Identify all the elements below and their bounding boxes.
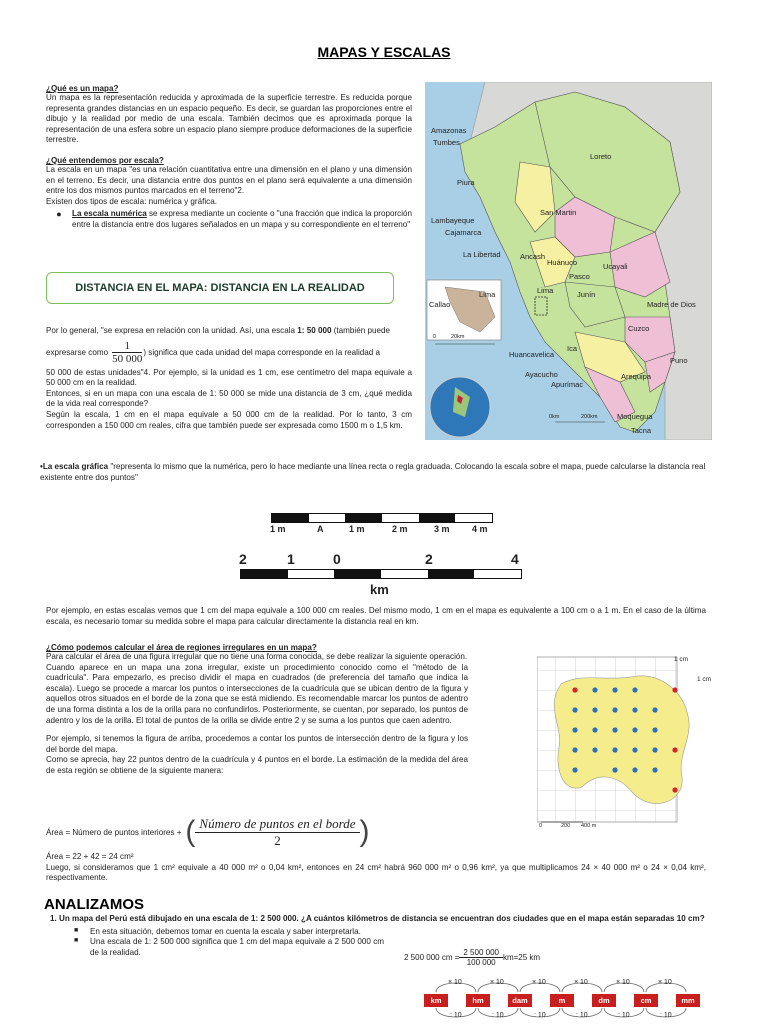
bullet-square: ■	[74, 937, 79, 945]
scale-segment	[382, 514, 419, 522]
div10-label: : 10	[618, 1012, 630, 1019]
formula-box-text: DISTANCIA EN EL MAPA: DISTANCIA EN LA REALIDAD	[75, 282, 365, 294]
grid-label-top: 1 cm	[674, 656, 689, 663]
unit-cm: cm	[634, 994, 658, 1007]
scale-segment	[455, 514, 492, 522]
map-inset-label-lima: Lima	[479, 290, 496, 299]
grid-scale-400: 400 m	[581, 823, 597, 829]
unit-dm: dm	[592, 994, 616, 1007]
conversion-equation	[404, 948, 540, 967]
grid-scale-0: 0	[539, 823, 543, 829]
exercise-1-question: 1. Un mapa del Perú está dibujado en una escala de 1: 2 500 000. ¿A cuántos kilómetros de distancia se encuentran dos ciudades que en el mapa están separadas 10 cm?	[50, 914, 705, 923]
area-result: Área = 22 + 42 = 24 cm²	[46, 852, 134, 861]
area-p2: Cuando aparece en un mapa una zona irregular, existe un procedimiento conocido como el "método de la cuadrícula". Para empezarlo, es preciso dividir el mapa en cuadrados (de preferencia del tamaño que indica la escala). Luego se procede a marcar los puntos o intersecciones de la cuadrícula que se ubican dentro de la figura y aquellos otros situados en el borde de la zona que se está midiendo. Es recomendable marcar los puntos de adentro de una forma distinta a los de la orilla para no confundirlos. Posteriormente, se cuentan, por separado, los puntos de adentro y los de la orilla. El total de puntos de la orilla se divide entre 2 y se suma a los puntos que caen adentro.	[46, 662, 468, 725]
numeric-question: Entonces, si en un mapa con una escala de 1: 50 000 se mide una distancia de 3 cm, ¿qué medida de la vida real corresponde?	[46, 388, 412, 409]
map-label-amazonas: Amazonas	[431, 126, 467, 135]
scale-segment	[381, 570, 428, 578]
area-p4: Como se aprecia, hay 22 puntos dentro de la cuadrícula y 4 puntos en el borde. La estimación de la medida del área de esta región se obtiene de la siguiente manera:	[46, 755, 468, 775]
unit-mm: mm	[676, 994, 700, 1007]
eq-right: km=25 km	[502, 953, 541, 962]
map-label-san-martin: San Martin	[540, 208, 577, 217]
area-formula-left: Área = Número de puntos interiores +	[46, 827, 182, 837]
scale-segment	[334, 570, 381, 578]
scale2-unit: km	[370, 582, 389, 597]
scale-segment	[419, 514, 456, 522]
scale-segment	[241, 570, 288, 578]
scale2-label: 0	[333, 551, 341, 567]
exercise-1	[50, 914, 740, 958]
map-label-apurimac: Apurímac	[551, 380, 584, 389]
graphic-scale-paragraph	[40, 462, 730, 483]
peru-map	[425, 82, 712, 440]
scale-bar-meters	[271, 513, 493, 523]
scale2-label: 2	[239, 551, 247, 567]
scale1-label: 1 m	[270, 524, 286, 534]
exercise-bullet	[74, 937, 384, 958]
question-area: ¿Cómo podemos calcular el área de regiones irregulares en un mapa?	[46, 643, 317, 652]
area-p1: Para calcular el área de una figura irregular que no tiene una forma conocida, se debe realizar la siguiente operación.	[46, 652, 468, 661]
area-p3: Por ejemplo, si tenemos la figura de arriba, procedemos a contar los puntos de intersección dentro de la figura y los del borde del mapa.	[46, 734, 468, 754]
unit-dam: dam	[508, 994, 532, 1007]
fraction-numerator: 1	[112, 340, 142, 353]
numeric-answer: Según la escala, 1 cm en el mapa equivale a 50 000 cm de la realidad. Por lo tanto, 3 cm corresponden a 150 000 cm reales, cifra que también puede ser expresada como 1500 m o 1,5 km.	[46, 409, 412, 430]
paren-left: (	[185, 815, 196, 848]
map-label-ayacucho: Ayacucho	[525, 370, 558, 379]
area-formula-numerator: Número de puntos en el borde	[195, 816, 359, 833]
exercise-b2: Una escala de 1: 2 500 000 significa que 1 cm del mapa equivale a 2 500 000 cm de la realidad.	[90, 937, 384, 957]
map-label-ica: Ica	[567, 344, 578, 353]
scale-segment	[428, 570, 475, 578]
scale1-label: 3 m	[434, 524, 450, 534]
unit-m: m	[550, 994, 574, 1007]
scale1-label: 1 m	[349, 524, 365, 534]
eq-numerator: 2 500 000	[459, 948, 503, 958]
map-definition-text: Un mapa es la representación reducida y aproximada de la superficie terrestre. Es reducida porque representa grandes distancias en un espacio pequeño. Es decir, se guardan las proporciones entre el dibujo y la realidad por medio de una escala. También decimos que es aproximada porque la representación de una esfera sobre un espacio plano siempre produce deformaciones de la superficie terrestre.	[46, 93, 412, 145]
map-label-arequipa: Arequipa	[621, 372, 652, 381]
unit-conversion-chain	[422, 976, 718, 1024]
eq-denominator: 100 000	[466, 958, 496, 967]
numeric-line1: Por lo general, "se expresa en relación con la unidad. Así, una escala	[46, 326, 298, 335]
numeric-line1-end: (también puede	[331, 326, 390, 335]
exercise-b1: En esta situación, debemos tomar en cuenta la escala y saber interpretarla.	[90, 926, 361, 936]
scale-segment	[272, 514, 309, 522]
map-label-ancash: Ancash	[520, 252, 546, 261]
inset-scale-0: 0	[433, 334, 437, 340]
div10-label: : 10	[576, 1012, 588, 1019]
times10-label: × 10	[574, 979, 588, 986]
numeric-scale-example: 1: 50 000	[297, 326, 332, 335]
div10-label: : 10	[534, 1012, 546, 1019]
question-map: ¿Qué es un mapa?	[46, 84, 119, 93]
map-scale-0km: 0km	[549, 414, 560, 420]
scale-fraction	[112, 340, 142, 365]
graphic-scale-definition: "representa lo mismo que la numérica, pero lo hace mediante una línea recta o regla graduada. Colocando la escala sobre el mapa, puede calcularse la distancia real existente entre dos puntos"	[40, 462, 706, 482]
scale-segment	[345, 514, 382, 522]
bullet-square: ■	[74, 926, 79, 934]
scale-segment	[474, 570, 521, 578]
map-label-tumbes: Tumbes	[433, 138, 460, 147]
div10-label: : 10	[660, 1012, 672, 1019]
map-label-junin: Junín	[577, 290, 596, 299]
fraction-line	[46, 340, 412, 365]
map-label-loreto: Loreto	[590, 152, 612, 161]
fraction-denominator: 50 000	[112, 352, 143, 365]
map-label-lambayeque: Lambayeque	[431, 216, 475, 225]
map-label-callao: Callao	[429, 300, 451, 309]
exercise-bullet	[74, 927, 740, 938]
scale-bar-km	[240, 569, 522, 579]
numeric-scale-definition: se expresa mediante un cociente o "una fracción que indica la proporción entre la distancia entre dos lugares señalados en un mapa y su correspondiente en el terreno"	[72, 209, 413, 229]
map-label-lima: Lima	[537, 286, 554, 295]
div10-label: : 10	[450, 1012, 462, 1019]
map-scale-200km: 200km	[581, 414, 598, 420]
numeric-scale-term: La escala numérica	[72, 209, 147, 219]
scale1-label: A	[317, 524, 324, 534]
map-label-la-libertad: La Libertad	[463, 250, 501, 259]
eq-left: 2 500 000 cm =	[404, 953, 460, 962]
question-scale: ¿Qué entendemos por escala?	[46, 155, 164, 165]
map-label-puno: Puno	[670, 356, 688, 365]
map-definition-section	[46, 84, 412, 231]
area-conversion: Luego, si consideramos que 1 cm² equivale a 40 000 m² o 0,04 km², entonces en 24 cm² habrá 960 000 m² o 0,96 km², ya que multiplicamos 24 × 40 000 m² o 24 × 0,04 km², respectivamente.	[46, 862, 706, 883]
map-label-cajamarca: Cajamarca	[445, 228, 482, 237]
scale-definition-text: La escala en un mapa "es una relación cuantitativa entre una dimensión en el plano y una dimensión en el terreno. Es decir, una distancia entre dos puntos en el plano será equivalente a una dimensión entre los dos mismos puntos marcados en el terreno"2.	[46, 164, 412, 196]
numeric-scale-paragraph	[46, 326, 412, 431]
times10-label: × 10	[532, 979, 546, 986]
scale-segment	[309, 514, 346, 522]
bullet-dot: ●	[56, 209, 62, 220]
bullet-dot: •	[40, 462, 43, 471]
map-label-huancavelica: Huancavelica	[509, 350, 555, 359]
map-label-moquegua: Moquegua	[617, 412, 653, 421]
map-label-cuzco: Cuzco	[628, 324, 650, 333]
times10-label: × 10	[658, 979, 672, 986]
grid-label-side: 1 cm	[697, 676, 712, 683]
numeric-scale-bullet	[46, 209, 412, 230]
times10-label: × 10	[616, 979, 630, 986]
map-label-madre-de-dios: Madre de Dios	[647, 300, 696, 309]
numeric-rest: 50 000 de estas unidades"4. Por ejemplo, si la unidad es 1 cm, ese centímetro del mapa equivale a 50 000 cm en la realidad.	[46, 367, 412, 388]
map-label-pasco: Pasco	[569, 272, 590, 281]
grid-svg	[537, 652, 715, 830]
times10-label: × 10	[490, 979, 504, 986]
scale2-label: 2	[425, 551, 433, 567]
area-section	[46, 643, 468, 777]
div10-label: : 10	[492, 1012, 504, 1019]
scale1-label: 2 m	[392, 524, 408, 534]
area-formula-denominator: 2	[274, 832, 281, 848]
paren-right: )	[359, 815, 370, 848]
unit-km: km	[424, 994, 448, 1007]
area-formula-fraction	[195, 816, 359, 849]
grid-figure	[537, 652, 715, 830]
fraction-post: ) significa que cada unidad del mapa corresponde en la realidad a	[143, 347, 381, 357]
page-title: MAPAS Y ESCALAS	[317, 44, 451, 60]
map-label-huanuco: Huánuco	[547, 258, 578, 267]
area-result-block	[46, 852, 706, 884]
map-label-tacna: Tacna	[631, 426, 652, 435]
formula-box	[46, 272, 394, 304]
graphic-scale-term: La escala gráfica	[42, 462, 109, 471]
map-label-ucayali: Ucayali	[603, 262, 628, 271]
fraction-pre: expresarse como	[46, 347, 109, 357]
scale-types-text: Existen dos tipos de escala: numérica y gráfica.	[46, 196, 217, 206]
scale-example-paragraph	[46, 606, 706, 627]
inset-scale-20km: 20km	[451, 334, 465, 340]
scale1-label: 4 m	[472, 524, 488, 534]
analizamos-heading: ANALIZAMOS	[44, 896, 144, 913]
scale2-label: 4	[511, 551, 519, 567]
times10-label: × 10	[448, 979, 462, 986]
scale-example-text: Por ejemplo, en estas escalas vemos que 1 cm del mapa equivale a 100 000 cm reales. Del mismo modo, 1 cm en el mapa es equivalente a 100 cm o a 1 m. En el caso de la última escala, es necesario tomar su medida sobre el mapa para calcular directamente la distancia real en km.	[46, 606, 706, 626]
map-label-piura: Piura	[457, 178, 475, 187]
scale-segment	[288, 570, 335, 578]
scale2-label: 1	[287, 551, 295, 567]
eq-fraction	[459, 948, 503, 967]
unit-hm: hm	[466, 994, 490, 1007]
area-formula	[46, 815, 370, 849]
grid-scale-200: 200	[561, 823, 571, 829]
